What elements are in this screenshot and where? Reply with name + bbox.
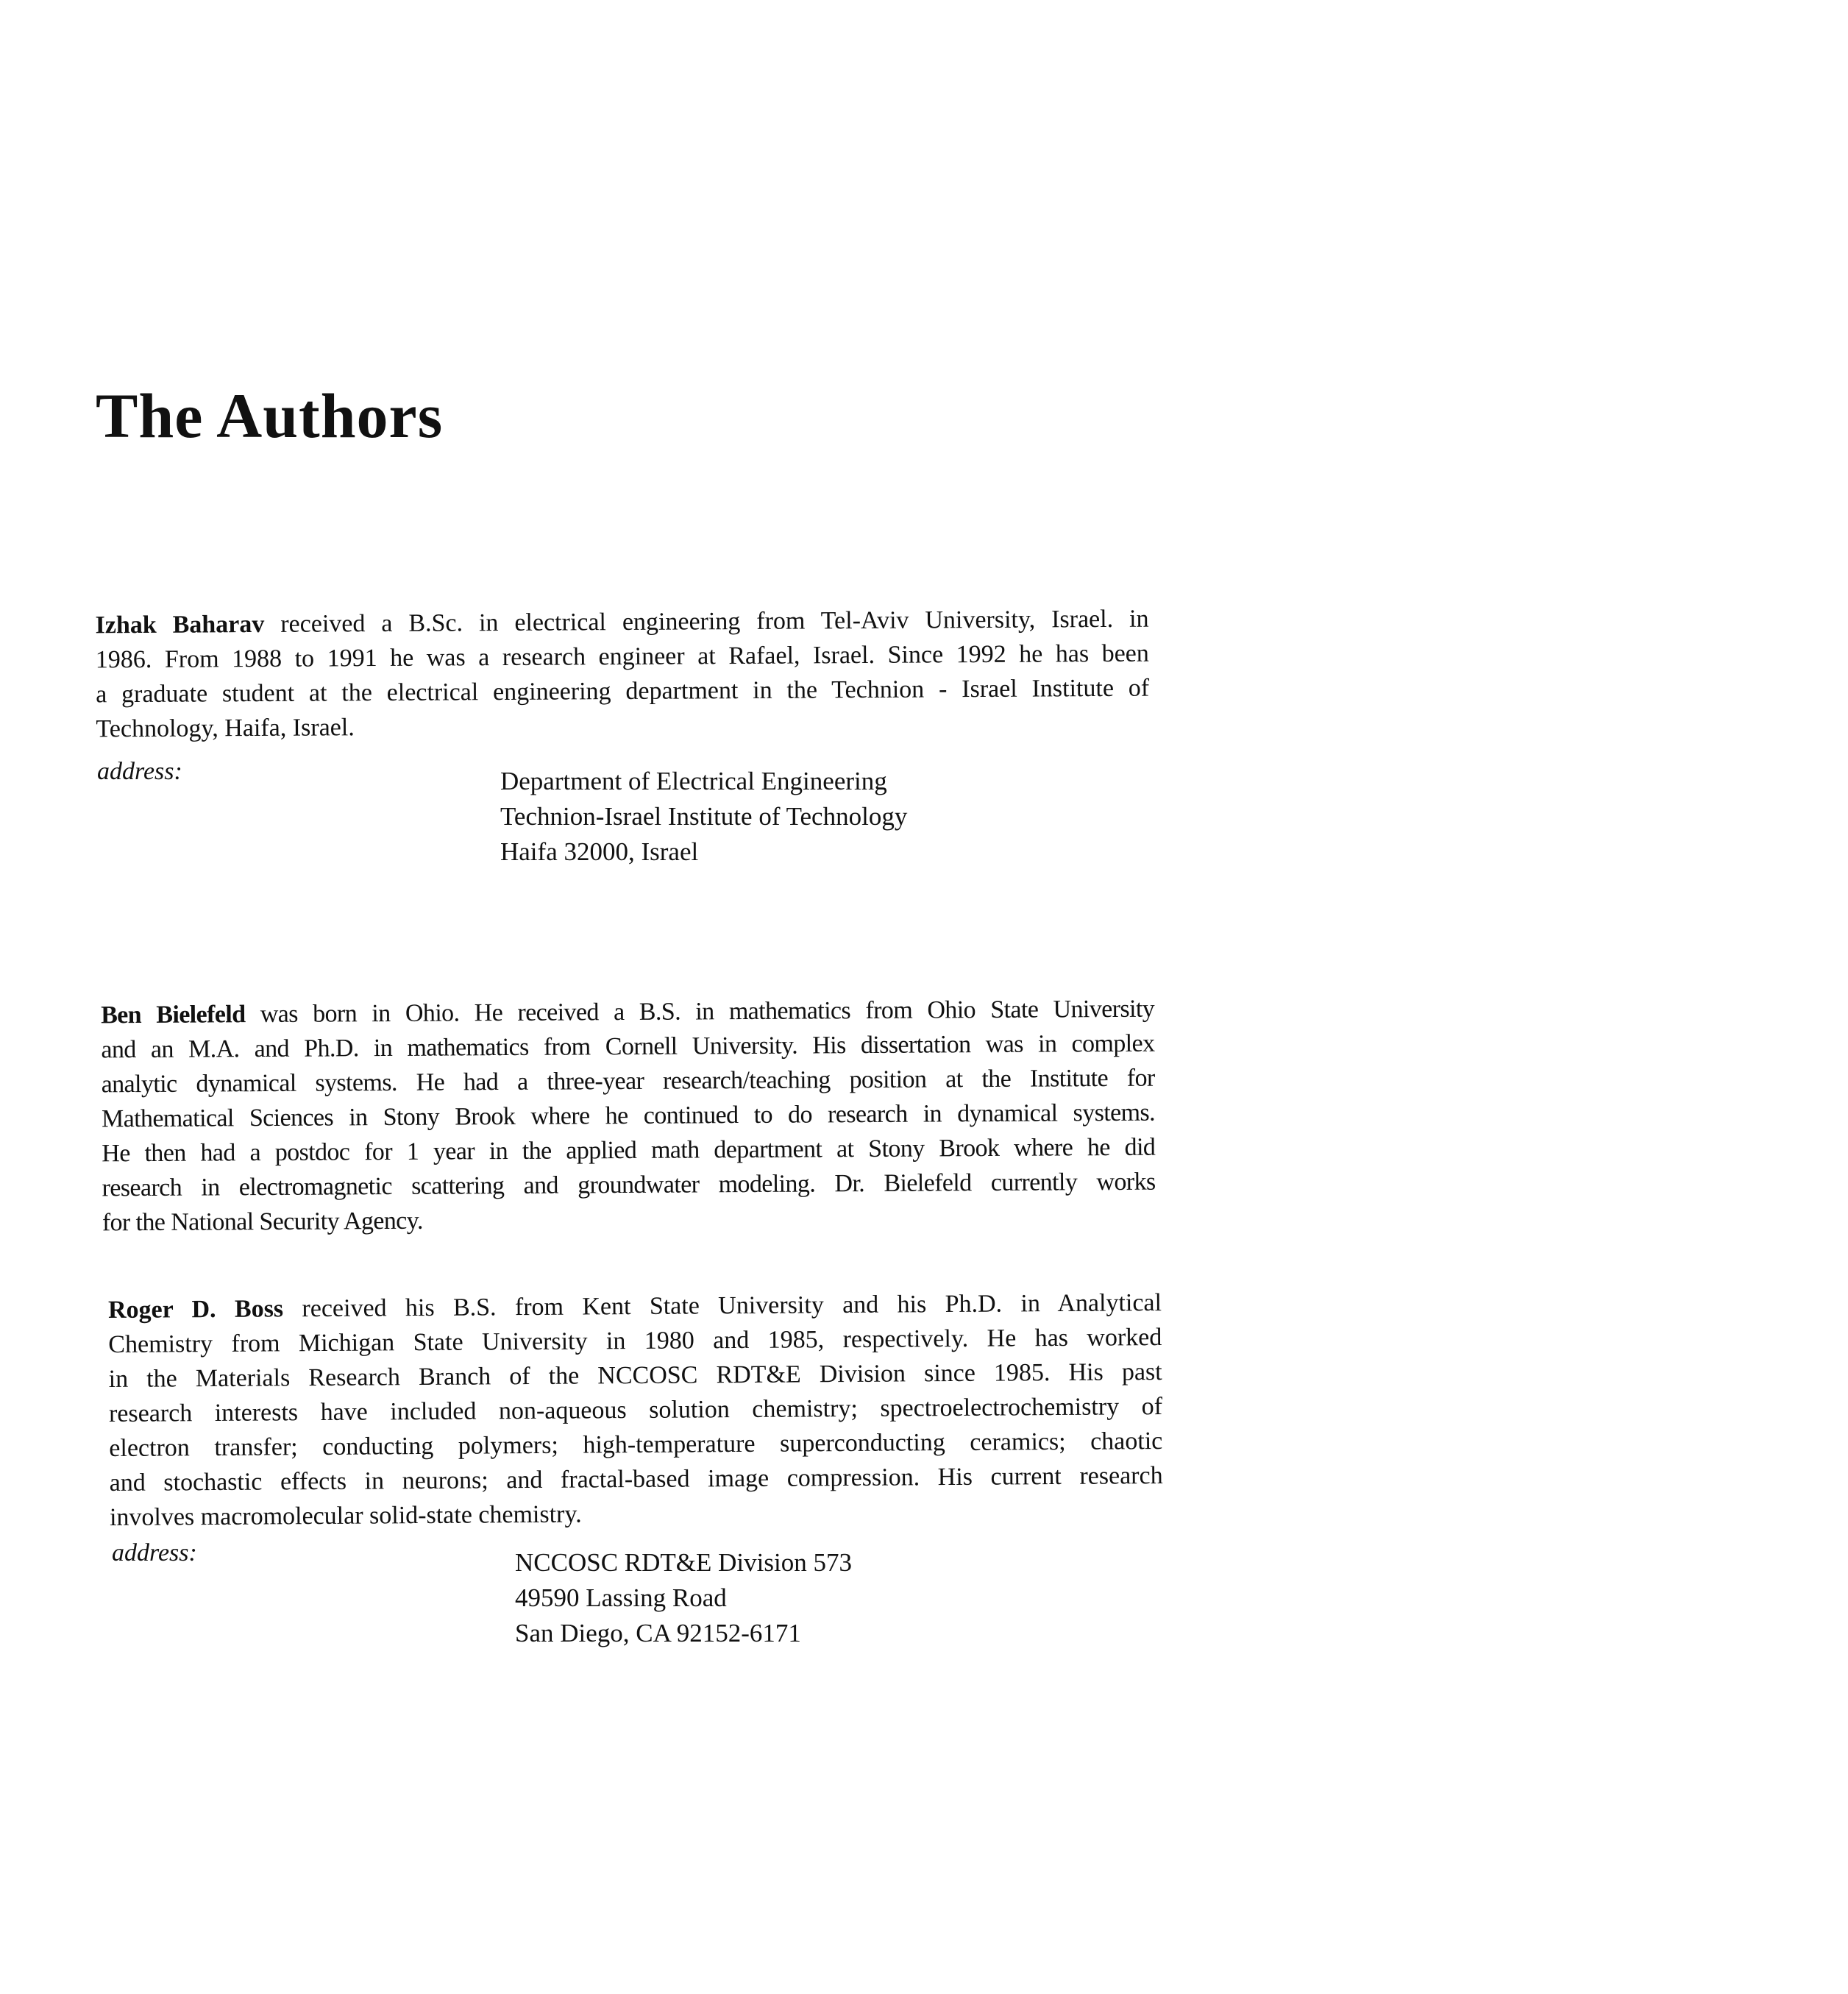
author-bio-baharav: Izhak Baharav received a B.Sc. in electrical engineering from Tel-Aviv University, Israel. in 1986. From 1988 to 1991 he was a research engineer at Rafael, Israel. Since 1992 he has been a graduate student at the electrical engineering department in the Technion - Israel Institute of Technology, Haifa, Israel. — [95, 605, 1150, 743]
address-label: address: — [112, 1539, 197, 1567]
author-bio-bielefeld: Ben Bielefeld was born in Ohio. He received a B.S. in mathematics from Ohio State University and an M.A. and Ph.D. in mathematics from Cornell University. His dissertation was in complex analytic dynamical systems. He had a three-year research/teaching position at the Institute for Mathematical Sciences in Stony Brook where he continued to do research in dynamical systems. He then had a postdoc for 1 year in the applied math department at Stony Brook where he did research in electromagnetic scattering and groundwater modeling. Dr. Bielefeld currently works for the National Security Agency. — [101, 995, 1156, 1237]
author-name: Ben Bielefeld — [101, 1001, 246, 1029]
address-label: address: — [97, 758, 182, 785]
page-title: The Authors — [96, 380, 444, 451]
address-block: NCCOSC RDT&E Division 573 49590 Lassing Road San Diego, CA 92152-6171 — [515, 1548, 852, 1647]
author-name: Roger D. Boss — [107, 1295, 284, 1324]
address-block: Department of Electrical Engineering Technion-Israel Institute of Technology Haifa 32000, Israel — [500, 767, 908, 866]
author-name: Izhak Baharav — [95, 610, 265, 639]
author-bio-boss: Roger D. Boss received his B.S. from Kent State University and his Ph.D. in Analytical Chemistry from Michigan State University in 1980 and 1985, respectively. He has worked in the Materials Research Branch of the NCCOSC RDT&E Division since 1985. His past research interests have included non-aqueous solution chemistry; spectroelectrochemistry of electron transfer; conducting polymers; high-temperature superconducting ceramics; chaotic and stochastic effects in neurons; and fractal-based image compression. His current research involves macromolecular solid-state chemistry. — [107, 1289, 1163, 1531]
